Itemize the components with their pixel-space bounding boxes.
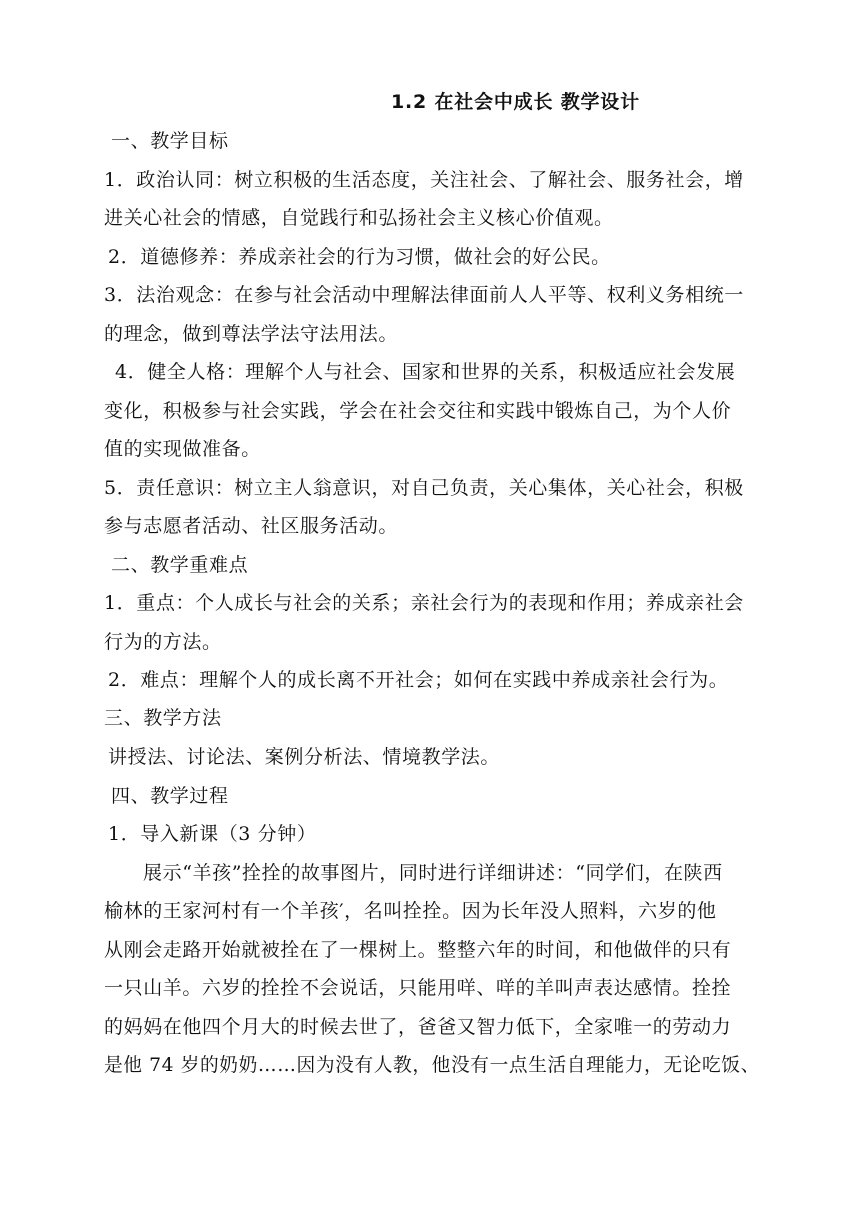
process-step-1: 1．导入新课（3 分钟） — [108, 823, 317, 845]
objective-5-line-2: 参与志愿者活动、社区服务活动。 — [104, 515, 399, 537]
story-paragraph-line-6: 是他 74 岁的奶奶……因为没有人教，他没有一点生活自理能力，无论吃饭、 — [104, 1054, 760, 1076]
key-point-1-line-2: 行为的方法。 — [104, 631, 222, 653]
section-heading-process: 四、教学过程 — [111, 785, 229, 807]
key-point-1-line-1: 1．重点：个人成长与社会的关系；亲社会行为的表现和作用；养成亲社会 — [104, 592, 744, 614]
story-paragraph-line-3: 从刚会走路开始就被拴在了一棵树上。整整六年的时间，和他做伴的只有 — [104, 939, 732, 961]
story-paragraph-line-2: 榆林的王家河村有一个羊孩′，名叫拴拴。因为长年没人照料，六岁的他 — [104, 900, 717, 922]
objective-2: 2．道德修养：养成亲社会的行为习惯，做社会的好公民。 — [108, 246, 611, 268]
methods-text: 讲授法、讨论法、案例分析法、情境教学法。 — [108, 746, 501, 768]
objective-1-line-1: 1．政治认同：树立积极的生活态度，关注社会、了解社会、服务社会，增 — [104, 169, 744, 191]
story-paragraph-line-1: 展示“羊孩”拴拴的故事图片，同时进行详细讲述：“同学们，在陕西 — [143, 862, 723, 884]
objective-5-line-1: 5．责任意识：树立主人翁意识，对自己负责，关心集体，关心社会，积极 — [104, 477, 744, 499]
objective-4-line-3: 值的实现做准备。 — [104, 438, 261, 460]
story-paragraph-line-4: 一只山羊。六岁的拴拴不会说话，只能用咩、咩的羊叫声表达感情。拴拴 — [104, 977, 732, 999]
objective-3-line-2: 的理念，做到尊法学法守法用法。 — [104, 323, 399, 345]
objective-4-line-1: 4．健全人格：理解个人与社会、国家和世界的关系，积极适应社会发展 — [115, 361, 736, 383]
key-point-2: 2．难点：理解个人的成长离不开社会；如何在实践中养成亲社会行为。 — [108, 669, 729, 691]
story-paragraph-line-5: 的妈妈在他四个月大的时候去世了，爸爸又智力低下，全家唯一的劳动力 — [104, 1016, 732, 1038]
section-heading-key-points: 二、教学重难点 — [111, 554, 249, 576]
objective-4-line-2: 变化，积极参与社会实践，学会在社会交往和实践中锻炼自己，为个人价 — [104, 400, 732, 422]
objective-1-line-2: 进关心社会的情感，自觉践行和弘扬社会主义核心价值观。 — [104, 207, 614, 229]
section-heading-objectives: 一、教学目标 — [111, 130, 229, 152]
objective-3-line-1: 3．法治观念：在参与社会活动中理解法律面前人人平等、权利义务相统一 — [104, 284, 744, 306]
section-heading-methods: 三、教学方法 — [104, 707, 222, 729]
document-title: 1.2 在社会中成长 教学设计 — [391, 91, 640, 113]
